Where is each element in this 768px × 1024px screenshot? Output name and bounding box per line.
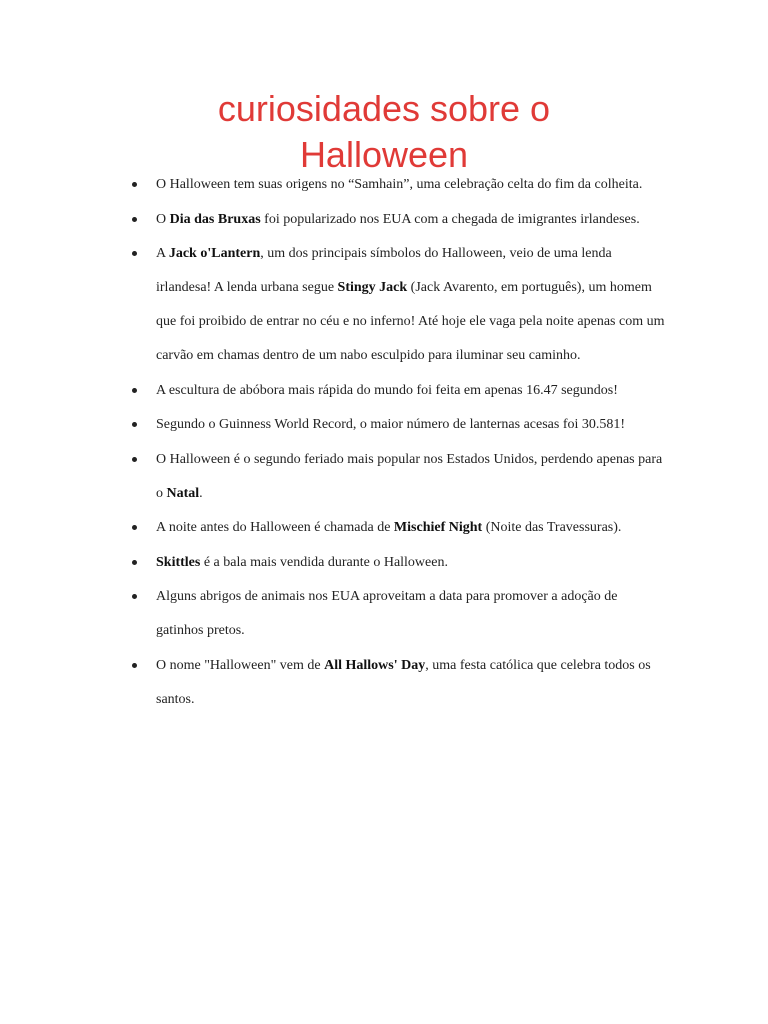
list-item	[128, 237, 668, 373]
list-item	[128, 580, 668, 648]
bullet-icon	[132, 182, 137, 187]
bullet-icon	[132, 251, 137, 256]
title-line-1: curiosidades sobre o	[217, 88, 551, 129]
list-item	[128, 408, 668, 442]
bullet-icon	[132, 560, 137, 565]
page-title	[0, 86, 768, 178]
bullet-icon	[132, 422, 137, 427]
list-item	[128, 168, 668, 202]
bullet-icon	[132, 457, 137, 462]
facts-list	[128, 168, 668, 717]
bullet-icon	[132, 525, 137, 530]
bold-text: Jack o'Lantern	[168, 246, 261, 261]
bold-text: Mischief Night	[393, 520, 483, 535]
text-span: , uma festa católica que celebra todos os santos.	[156, 657, 651, 707]
bold-text: Natal	[166, 485, 200, 501]
text-span: A	[156, 246, 169, 261]
bullet-icon	[132, 217, 137, 222]
text-span: O Halloween é o segundo feriado mais popular nos Estados Unidos, perdendo apenas para o	[156, 451, 663, 501]
text-span: , um dos principais símbolos do Halloween, veio de uma lenda irlandesa! A lenda urbana segue	[156, 246, 612, 295]
text-span: (Jack Avarento, em português), um homem que foi proibido de entrar no céu e no inferno! Até hoje ele vaga pela noite apenas com um carvão em chamas dentro de um nabo esculpido para iluminar seu caminho.	[156, 280, 665, 363]
text-span: foi popularizado nos EUA com a chegada de imigrantes irlandeses.	[260, 211, 640, 227]
text-span: .	[199, 485, 203, 501]
list-item	[128, 443, 668, 511]
bold-text: Stingy Jack	[337, 280, 408, 295]
bold-text: All Hallows' Day	[324, 657, 426, 673]
text-span: Alguns abrigos de animais nos EUA aproveitam a data para promover a adoção de gatinhos pretos.	[156, 589, 618, 638]
bold-text: Dia das Bruxas	[169, 211, 261, 227]
list-item	[128, 546, 668, 580]
list-item	[128, 374, 668, 408]
text-span: A noite antes do Halloween é chamada de	[156, 520, 394, 535]
list-item	[128, 649, 668, 717]
bullet-icon	[132, 594, 137, 599]
title-line-2: Halloween	[299, 134, 469, 175]
text-span: O	[156, 211, 170, 227]
text-span: O Halloween tem suas origens no “Samhain”, uma celebração celta do fim da colheita.	[156, 177, 643, 192]
text-span: é a bala mais vendida durante o Halloween.	[200, 554, 448, 570]
text-span: Segundo o Guinness World Record, o maior número de lanternas acesas foi 30.581!	[156, 417, 626, 432]
text-span: (Noite das Travessuras).	[482, 520, 622, 535]
bullet-icon	[132, 388, 137, 393]
bold-text: Skittles	[156, 554, 201, 570]
list-item	[128, 511, 668, 545]
text-span: A escultura de abóbora mais rápida do mundo foi feita em apenas 16.47 segundos!	[156, 382, 618, 398]
bullet-icon	[132, 663, 137, 668]
list-item	[128, 203, 668, 237]
text-span: O nome "Halloween" vem de	[156, 657, 325, 673]
